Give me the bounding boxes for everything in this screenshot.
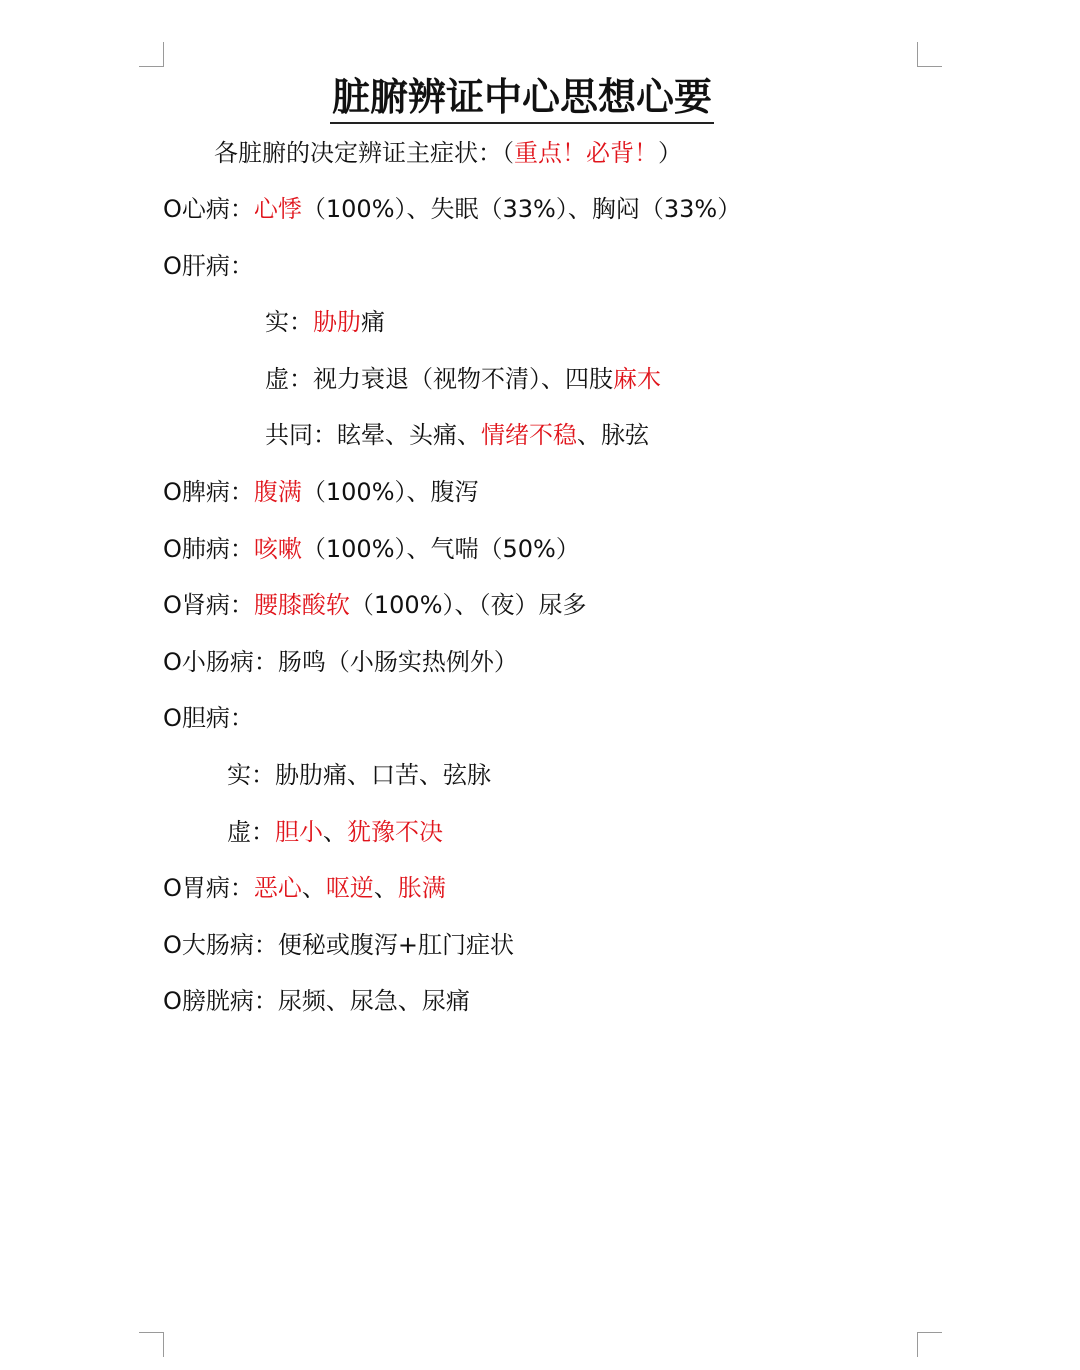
bladder-line: O膀胱病：尿频、尿急、尿痛 [163,987,470,1015]
page-corner-mark-bottom-left [139,1332,164,1357]
subtitle-emphasis: 重点！必背！ [514,139,658,167]
page-corner-mark-bottom-right [917,1332,942,1357]
page-title: 脏腑辨证中心思想心要 [0,72,1044,124]
liver-shi-line: 实：胁肋痛 [265,308,385,336]
gallbladder-xu-line: 虚：胆小、犹豫不决 [227,818,443,846]
gallbladder-line: O胆病： [163,704,254,732]
liver-line: O肝病： [163,252,254,280]
page-corner-mark-top-left [139,42,164,67]
subtitle-line: 各脏腑的决定辨证主症状：（重点！必背！） [214,139,682,167]
lung-line: O肺病：咳嗽（100%）、气喘（50%） [163,535,580,563]
spleen-line: O脾病：腹满（100%）、腹泻 [163,478,479,506]
small-intestine-line: O小肠病：肠鸣（小肠实热例外） [163,648,518,676]
large-intestine-line: O大肠病：便秘或腹泻+肛门症状 [163,931,514,959]
liver-xu-line: 虚：视力衰退（视物不清）、四肢麻木 [265,365,661,393]
liver-common-line: 共同：眩晕、头痛、情绪不稳、脉弦 [265,421,649,449]
gallbladder-shi-line: 实：胁肋痛、口苦、弦脉 [227,761,491,789]
stomach-line: O胃病：恶心、呕逆、胀满 [163,874,446,902]
page-corner-mark-top-right [917,42,942,67]
heart-line: O心病：心悸（100%）、失眠（33%）、胸闷（33%） [163,195,742,223]
kidney-line: O肾病：腰膝酸软（100%）、（夜）尿多 [163,591,587,619]
